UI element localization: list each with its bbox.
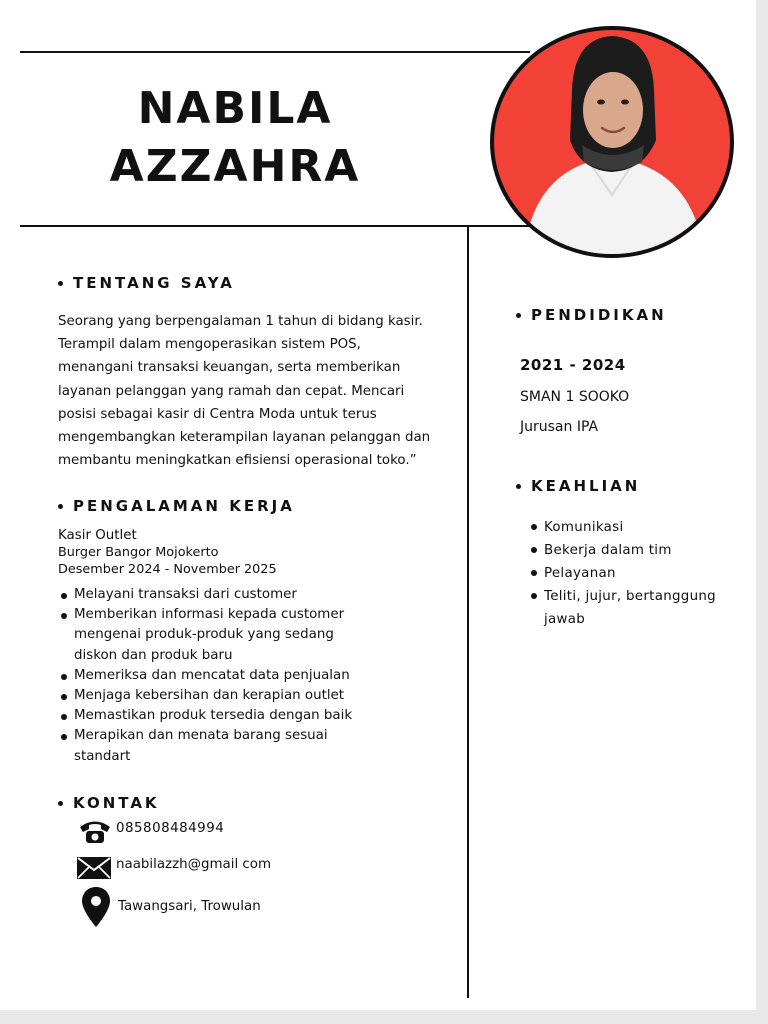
list-item: Bekerja dalam tim — [528, 539, 728, 562]
bullet-dot — [516, 313, 521, 318]
job-period: Desember 2024 - November 2025 — [58, 562, 277, 577]
column-divider — [467, 226, 469, 998]
bullet-dot — [58, 504, 63, 509]
profile-photo — [490, 26, 734, 258]
list-item: Menjaga kebersihan dan kerapian outlet — [58, 686, 378, 706]
experience-heading — [58, 497, 295, 515]
first-name: NABILA — [137, 83, 333, 134]
education-heading — [516, 306, 667, 324]
contact-phone: 085808484994 — [116, 821, 225, 836]
experience-heading-label: PENGALAMAN KERJA — [73, 497, 295, 515]
bullet-dot — [58, 281, 63, 286]
header-divider — [20, 225, 530, 227]
list-item: Pelayanan — [528, 562, 728, 585]
education-heading-label: PENDIDIKAN — [531, 306, 667, 324]
contact-heading-label: KONTAK — [73, 794, 160, 812]
bullet-dot — [516, 484, 521, 489]
contact-email: naabilazzh@gmail com — [116, 857, 272, 872]
job-company: Burger Bangor Mojokerto — [58, 545, 219, 560]
list-item: Teliti, jujur, bertanggung jawab — [528, 585, 728, 631]
list-item: Melayani transaksi dari customer — [58, 585, 378, 605]
about-heading — [58, 274, 235, 292]
job-duties-list — [58, 585, 378, 767]
skills-heading-label: KEAHLIAN — [531, 477, 641, 495]
list-item: Merapikan dan menata barang sesuai standart — [58, 726, 378, 766]
about-text: Seorang yang berpengalaman 1 tahun di bidang kasir. Terampil dalam mengoperasikan sistem POS, menangani transaksi keuangan, serta memberikan layanan pelanggan yang ramah dan cepat. Mencari posisi sebagai kasir di Centra Moda untuk terus mengembangkan keterampilan layanan pelanggan dan membantu meningkatkan efisiensi operasional toko.” — [58, 314, 431, 469]
phone-icon — [78, 818, 112, 844]
location-pin-icon — [81, 886, 111, 928]
list-item: Komunikasi — [528, 516, 728, 539]
list-item: Memastikan produk tersedia dengan baik — [58, 706, 378, 726]
skills-list — [528, 516, 728, 631]
list-item: Memeriksa dan mencatat data penjualan — [58, 666, 378, 686]
bullet-dot — [58, 801, 63, 806]
education-years: 2021 - 2024 — [520, 356, 626, 374]
education-major: Jurusan IPA — [520, 419, 599, 435]
about-heading-label: TENTANG SAYA — [73, 274, 235, 292]
job-title: Kasir Outlet — [58, 528, 137, 543]
contact-heading — [58, 794, 160, 812]
skills-heading — [516, 477, 640, 495]
contact-address: Tawangsari, Trowulan — [118, 899, 261, 914]
envelope-icon — [76, 855, 112, 881]
person-portrait-icon — [494, 30, 730, 254]
education-school: SMAN 1 SOOKO — [520, 389, 630, 405]
last-name: AZZAHRA — [109, 141, 361, 192]
top-divider — [20, 51, 530, 53]
list-item: Memberikan informasi kepada customer mengenai produk-produk yang sedang diskon dan produk baru — [58, 605, 378, 666]
